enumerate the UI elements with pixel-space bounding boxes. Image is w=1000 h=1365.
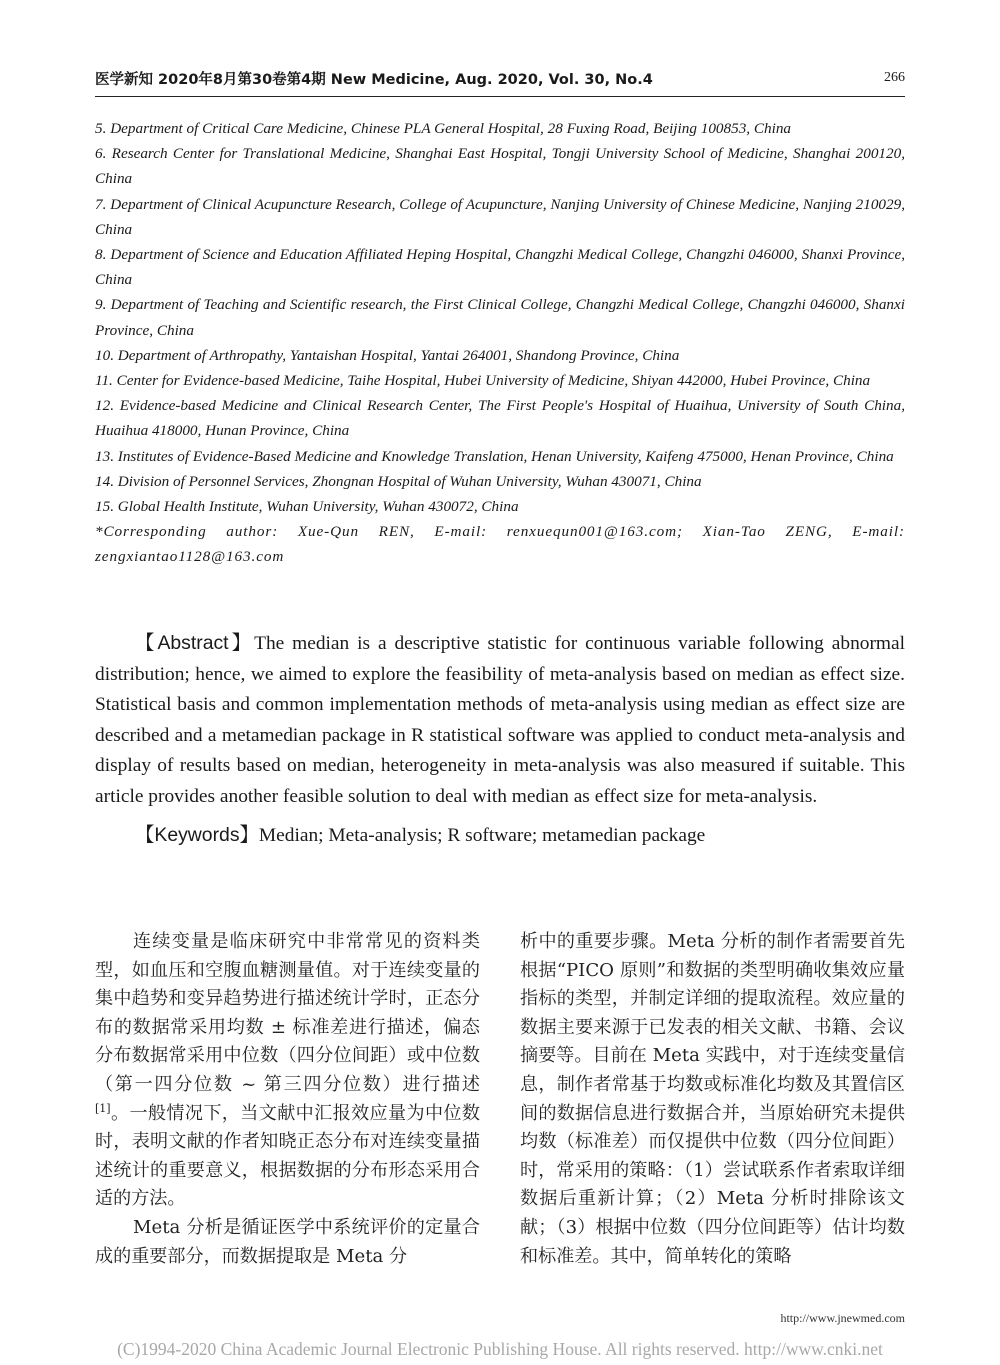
affiliation-item: 6. Research Center for Translational Medicine, Shanghai East Hospital, Tongji University School of Medicine, Shanghai 200120, China [95, 145, 905, 188]
affiliation-item: 5. Department of Critical Care Medicine, Chinese PLA General Hospital, 28 Fuxing Road, Beijing 100853, China [95, 120, 792, 137]
right-column [520, 928, 905, 1271]
body-paragraph-2-start: Meta 分析是循证医学中系统评价的定量合成的重要部分，而数据提取是 Meta 分 [95, 1216, 480, 1267]
affiliation-item: 12. Evidence-based Medicine and Clinical Research Center, The First People's Hospital of Huaihua, University of South China, Huaihua 418000, Hunan Province, China [95, 397, 905, 440]
abstract-paragraph [95, 628, 905, 813]
left-column [95, 928, 480, 1271]
abstract-section [95, 628, 905, 851]
citation-ref: [1] [95, 1101, 111, 1115]
keywords-label: 【Keywords】 [135, 823, 259, 846]
copyright-watermark: (C)1994-2020 China Academic Journal Electronic Publishing House. All rights reserved. http://www.cnki.net [117, 1339, 883, 1359]
affiliation-item: 13. Institutes of Evidence-Based Medicine and Knowledge Translation, Henan University, Kaifeng 475000, Henan Province, China [95, 447, 894, 465]
abstract-text: The median is a descriptive statistic for continuous variable following abnormal distribution; hence, we aimed to explore the feasibility of meta-analysis based on median as effect size. Statistical basis and common implementation methods of meta-analysis using median as effect size are described and a metamedian package in R statistical software was applied to conduct meta-analysis and display of results based on median, heterogeneity in meta-analysis was also measured if suitable. This article provides another feasible solution to deal with median as effect size for meta-analysis. [95, 633, 906, 807]
affiliation-item: 8. Department of Science and Education Affiliated Heping Hospital, Changzhi Medical College, Changzhi 046000, Shanxi Province, China [95, 246, 905, 289]
body-text: 。一般情况下，当文献中汇报效应量为中位数时，表明文献的作者知晓正态分布对连续变量描述统计的重要意义，根据数据的分布形态采用合适的方法。 [95, 1102, 480, 1210]
affiliation-item: 9. Department of Teaching and Scientific research, the First Clinical College, Changzhi Medical College, Changzhi 046000, Shanxi Province, China [95, 296, 905, 339]
affiliation-item: 7. Department of Clinical Acupuncture Research, College of Acupuncture, Nanjing University of Chinese Medicine, Nanjing 210029, China [95, 195, 905, 238]
affiliation-item: 15. Global Health Institute, Wuhan University, Wuhan 430072, China [95, 498, 519, 516]
body-paragraph-1 [95, 928, 480, 1214]
journal-citation: 医学新知 2020年8月第30卷第4期 New Medicine, Aug. 2020, Vol. 30, No.4 [95, 72, 653, 88]
header-divider [95, 96, 905, 97]
affiliation-item: 10. Department of Arthropathy, Yantaishan Hospital, Yantai 264001, Shandong Province, China [95, 346, 680, 364]
running-header [95, 66, 905, 94]
body-text: 连续变量是临床研究中非常常见的资料类型，如血压和空腹血糖测量值。对于连续变量的集中趋势和变异趋势进行描述统计学时，正态分布的数据常采用均数 ± 标准差进行描述，偏态分布数据常采用中位数（四分位间距）或中位数（第一四分位数 ~ 第三四分位数）进行描述 [95, 931, 480, 1095]
keywords-paragraph [95, 820, 905, 852]
affiliation-item: 14. Division of Personnel Services, Zhongnan Hospital of Wuhan University, Wuhan 430071, China [95, 472, 702, 490]
body-columns [95, 928, 905, 1300]
page-number: 266 [884, 70, 905, 85]
journal-website: http://www.jnewmed.com [780, 1311, 905, 1325]
affiliation-item: 11. Center for Evidence-based Medicine, Taihe Hospital, Hubei University of Medicine, Shiyan 442000, Hubei Province, China [95, 372, 871, 390]
abstract-label: 【Abstract】 [135, 632, 255, 654]
corresponding-author: *Corresponding author: Xue-Qun REN, E-mail: renxuequn001@163.com; Xian-Tao ZENG, E-mail: zengxiantao1128@163.com [95, 523, 905, 566]
body-paragraph-2-continued: 析中的重要步骤。Meta 分析的制作者需要首先根据“PICO 原则”和数据的类型明确收集效应量指标的类型，并制定详细的提取流程。效应量的数据主要来源于已发表的相关文献、书籍、会议摘要等。目前在 Meta 实践中，对于连续变量信息，制作者常基于均数或标准化均数及其置信区间的数据信息进行数据合并，当原始研究未提供均数（标准差）而仅提供中位数（四分位间距）时，常采用的策略：（1）尝试联系作者索取详细数据后重新计算；（2）Meta 分析时排除该文献；（3）根据中位数（四分位间距等）估计均数和标准差。其中，简单转化的策略 [520, 931, 905, 1267]
affiliations-list [95, 116, 905, 570]
keywords-text: Median; Meta-analysis; R software; metamedian package [258, 824, 706, 846]
